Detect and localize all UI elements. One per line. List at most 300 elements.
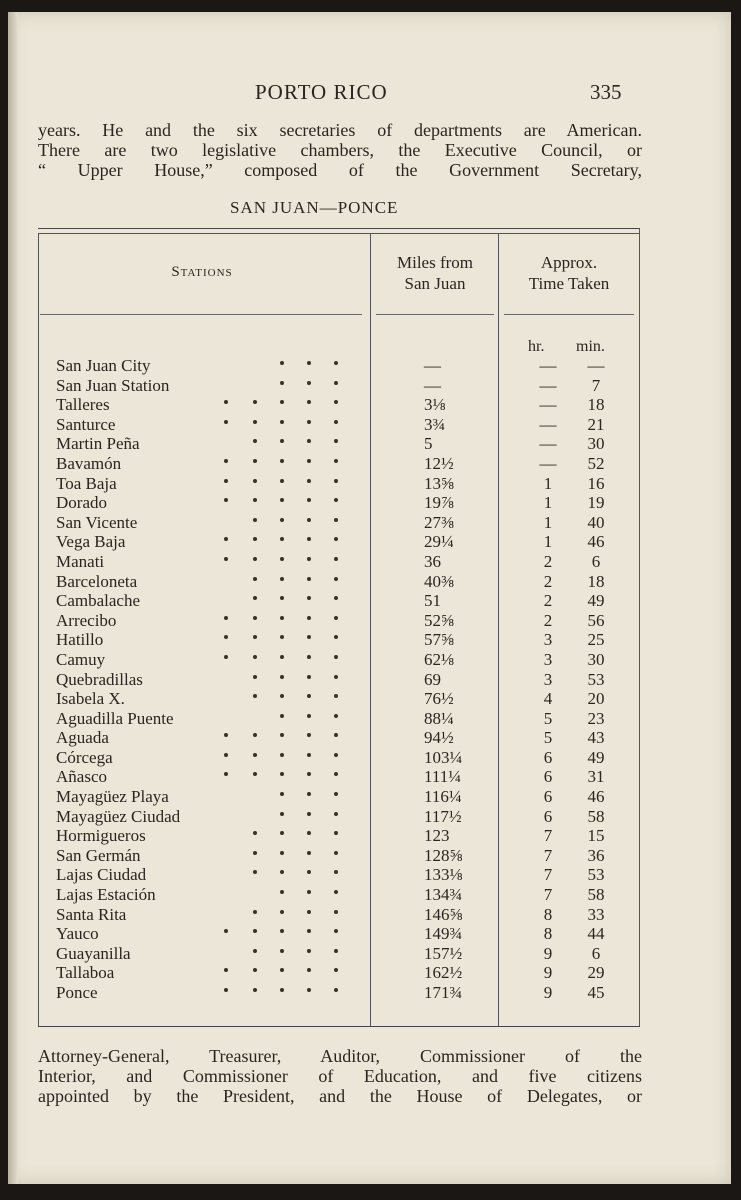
- miles-value: 40⅜: [424, 571, 454, 591]
- miles-value: 134¾: [424, 885, 463, 905]
- leader-dot: [253, 831, 257, 835]
- leader-dot: [280, 439, 284, 443]
- miles-value: 157½: [424, 943, 463, 963]
- minutes-value: 44: [587, 924, 605, 944]
- leader-dots: [226, 944, 358, 963]
- station-name: Arrecibo: [56, 610, 117, 630]
- miles-value: 162½: [424, 963, 463, 983]
- leader-dot: [224, 557, 228, 561]
- leader-dot: [224, 988, 228, 992]
- leader-dot: [253, 870, 257, 874]
- station-name: Lajas Ciudad: [56, 865, 147, 885]
- leader-dot: [334, 988, 338, 992]
- paragraph-line: Attorney-General, Treasurer, Auditor, Commissioner of the: [38, 1046, 642, 1066]
- station-name: Talleres: [56, 395, 110, 415]
- page-number: 335: [590, 80, 622, 104]
- leader-dot: [334, 518, 338, 522]
- leader-dot: [253, 675, 257, 679]
- leader-dot: [307, 988, 311, 992]
- hours-value: —: [539, 395, 557, 415]
- minutes-value: 36: [587, 845, 605, 865]
- hours-value: —: [539, 414, 557, 434]
- leader-dots: [226, 434, 358, 453]
- leader-dots: [226, 395, 358, 414]
- leader-dot: [253, 537, 257, 541]
- leader-dots: [226, 630, 358, 649]
- minutes-value: 18: [587, 395, 605, 415]
- leader-dot: [307, 772, 311, 776]
- miles-value: 57⅝: [424, 630, 454, 650]
- leader-dot: [307, 616, 311, 620]
- station-name: Barceloneta: [56, 571, 138, 591]
- leader-dots: [226, 846, 358, 865]
- miles-value: —: [424, 375, 441, 395]
- minutes-value: 29: [587, 963, 605, 983]
- minutes-value: 6: [591, 551, 601, 571]
- miles-value: 3⅛: [424, 395, 446, 415]
- leader-dot: [334, 890, 338, 894]
- leader-dot: [307, 420, 311, 424]
- page-gutter: [8, 12, 18, 1184]
- hours-value: 6: [543, 787, 553, 807]
- leader-dot: [253, 498, 257, 502]
- leader-dot: [253, 772, 257, 776]
- station-name: San Juan Station: [56, 375, 170, 395]
- table-row: [56, 630, 636, 650]
- hours-value: 2: [543, 571, 553, 591]
- leader-dot: [334, 851, 338, 855]
- hours-value: —: [539, 453, 557, 473]
- column-header-miles-line: San Juan: [404, 274, 466, 293]
- miles-value: 27⅜: [424, 512, 454, 532]
- leader-dot: [334, 831, 338, 835]
- hours-value: 6: [543, 806, 553, 826]
- leader-dot: [253, 655, 257, 659]
- hours-value: 4: [543, 689, 553, 709]
- leader-dot: [280, 635, 284, 639]
- table-top-rule-inner: [38, 233, 640, 234]
- running-title: PORTO RICO: [255, 80, 388, 104]
- hr-unit: hr.: [528, 338, 545, 355]
- leader-dot: [280, 537, 284, 541]
- minutes-value: 40: [587, 512, 605, 532]
- hours-value: 3: [543, 669, 553, 689]
- leader-dot: [253, 910, 257, 914]
- table-row: [56, 885, 636, 905]
- hours-value: 5: [543, 728, 553, 748]
- leader-dots: [226, 611, 358, 630]
- leader-dot: [280, 968, 284, 972]
- leader-dot: [307, 870, 311, 874]
- minutes-value: 30: [587, 649, 605, 669]
- minutes-value: 43: [587, 728, 605, 748]
- table-row: [56, 474, 636, 494]
- leader-dot: [280, 655, 284, 659]
- table-row: [56, 728, 636, 748]
- leader-dot: [307, 714, 311, 718]
- minutes-value: 18: [587, 571, 605, 591]
- leader-dot: [224, 929, 228, 933]
- leader-dot: [280, 518, 284, 522]
- miles-value: 29¼: [424, 532, 454, 552]
- station-name: Hormigueros: [56, 826, 146, 846]
- leader-dot: [307, 537, 311, 541]
- leader-dot: [307, 655, 311, 659]
- leader-dot: [334, 753, 338, 757]
- leader-dots: [226, 454, 358, 473]
- station-name: Dorado: [56, 493, 107, 513]
- leader-dot: [224, 479, 228, 483]
- table-row: [56, 709, 636, 729]
- miles-value: 13⅝: [424, 473, 454, 493]
- leader-dots: [226, 748, 358, 767]
- leader-dot: [280, 851, 284, 855]
- station-name: Camuy: [56, 649, 106, 669]
- hours-value: 1: [543, 493, 553, 513]
- leader-dot: [334, 635, 338, 639]
- leader-dot: [334, 577, 338, 581]
- minutes-value: 30: [587, 434, 605, 454]
- station-name: San Juan City: [56, 356, 151, 375]
- leader-dot: [280, 361, 284, 365]
- table-bottom-rule: [38, 1026, 640, 1027]
- leader-dot: [253, 929, 257, 933]
- header-rule: [504, 314, 634, 315]
- leader-dot: [307, 577, 311, 581]
- leader-dot: [334, 381, 338, 385]
- leader-dots: [226, 513, 358, 532]
- hours-value: 1: [543, 532, 553, 552]
- leader-dot: [334, 459, 338, 463]
- minutes-value: 31: [587, 767, 605, 787]
- table-body: [56, 356, 636, 1003]
- leader-dot: [224, 968, 228, 972]
- leader-dot: [253, 753, 257, 757]
- leader-dot: [224, 772, 228, 776]
- leader-dot: [334, 361, 338, 365]
- minutes-value: 16: [587, 473, 605, 493]
- leader-dots: [226, 689, 358, 708]
- leader-dot: [280, 596, 284, 600]
- leader-dot: [334, 439, 338, 443]
- minutes-value: 19: [587, 493, 605, 513]
- table-row: [56, 846, 636, 866]
- leader-dot: [334, 772, 338, 776]
- station-name: San Vicente: [56, 512, 138, 532]
- leader-dot: [253, 949, 257, 953]
- leader-dot: [307, 361, 311, 365]
- miles-value: 117½: [424, 806, 462, 826]
- leader-dot: [253, 400, 257, 404]
- leader-dot: [334, 792, 338, 796]
- leader-dot: [334, 596, 338, 600]
- miles-value: 88¼: [424, 708, 454, 728]
- leader-dot: [280, 577, 284, 581]
- table-row: [56, 650, 636, 670]
- miles-value: 69: [424, 669, 441, 689]
- top-paragraph: [38, 120, 642, 180]
- leader-dot: [307, 518, 311, 522]
- column-header-time-line: Approx.: [540, 253, 598, 272]
- leader-dots: [226, 963, 358, 982]
- leader-dots: [226, 376, 358, 395]
- miles-value: 51: [424, 591, 441, 611]
- table-left-border: [38, 233, 39, 1026]
- leader-dot: [334, 949, 338, 953]
- column-header-miles-line: Miles from: [396, 253, 474, 272]
- leader-dots: [226, 983, 358, 1002]
- miles-value: 76½: [424, 689, 454, 709]
- leader-dot: [280, 381, 284, 385]
- leader-dot: [334, 968, 338, 972]
- paragraph-line: appointed by the President, and the House of Delegates, or: [38, 1086, 642, 1106]
- leader-dot: [334, 870, 338, 874]
- table-top-rule: [38, 228, 640, 229]
- leader-dots: [226, 591, 358, 610]
- leader-dot: [280, 733, 284, 737]
- leader-dots: [226, 807, 358, 826]
- station-name: Mayagüez Ciudad: [56, 806, 181, 826]
- hours-value: 6: [543, 767, 553, 787]
- miles-value: 171¾: [424, 983, 463, 1002]
- table-row: [56, 434, 636, 454]
- leader-dot: [307, 557, 311, 561]
- station-name: Guayanilla: [56, 943, 131, 963]
- minutes-value: 53: [587, 865, 605, 885]
- leader-dot: [307, 596, 311, 600]
- leader-dot: [253, 596, 257, 600]
- leader-dots: [226, 728, 358, 747]
- hours-value: 2: [543, 551, 553, 571]
- table-row: [56, 807, 636, 827]
- minutes-value: 7: [591, 375, 601, 395]
- leader-dot: [280, 910, 284, 914]
- miles-value: 133⅛: [424, 865, 463, 885]
- miles-value: 128⅝: [424, 845, 463, 865]
- leader-dot: [253, 577, 257, 581]
- miles-value: 111¼: [424, 767, 461, 787]
- leader-dot: [224, 420, 228, 424]
- miles-value: 149¾: [424, 924, 463, 944]
- leader-dots: [226, 767, 358, 786]
- leader-dot: [280, 929, 284, 933]
- leader-dot: [307, 381, 311, 385]
- table-row: [56, 591, 636, 611]
- table-row: [56, 415, 636, 435]
- hours-value: 5: [543, 708, 553, 728]
- hours-value: 2: [543, 591, 553, 611]
- leader-dot: [280, 479, 284, 483]
- leader-dot: [224, 635, 228, 639]
- leader-dot: [280, 831, 284, 835]
- minutes-value: 53: [587, 669, 605, 689]
- leader-dot: [307, 753, 311, 757]
- leader-dots: [226, 572, 358, 591]
- leader-dot: [280, 498, 284, 502]
- station-name: Tallaboa: [56, 963, 115, 983]
- hours-value: —: [539, 434, 557, 454]
- leader-dot: [253, 968, 257, 972]
- leader-dot: [334, 655, 338, 659]
- leader-dot: [280, 988, 284, 992]
- minutes-value: 49: [587, 591, 605, 611]
- leader-dot: [307, 890, 311, 894]
- station-name: Martin Peña: [56, 434, 140, 454]
- leader-dot: [307, 733, 311, 737]
- minutes-value: 46: [587, 532, 605, 552]
- table-row: [56, 356, 636, 376]
- header-rule: [376, 314, 494, 315]
- hours-value: 7: [543, 885, 553, 905]
- hours-value: 9: [543, 943, 553, 963]
- leader-dot: [280, 675, 284, 679]
- miles-value: —: [424, 356, 441, 375]
- leader-dot: [307, 949, 311, 953]
- leader-dot: [334, 733, 338, 737]
- station-name: Añasco: [56, 767, 107, 787]
- leader-dot: [253, 459, 257, 463]
- station-name: Bavamón: [56, 453, 122, 473]
- minutes-value: 58: [587, 885, 605, 905]
- station-name: Yauco: [56, 924, 99, 944]
- leader-dot: [307, 400, 311, 404]
- table-row: [56, 454, 636, 474]
- miles-value: 116¼: [424, 787, 462, 807]
- leader-dot: [224, 753, 228, 757]
- table-row: [56, 865, 636, 885]
- leader-dots: [226, 532, 358, 551]
- minutes-value: 23: [587, 708, 605, 728]
- leader-dot: [280, 400, 284, 404]
- leader-dot: [253, 479, 257, 483]
- leader-dot: [307, 812, 311, 816]
- leader-dots: [226, 924, 358, 943]
- miles-value: 103¼: [424, 747, 463, 767]
- hours-value: 3: [543, 630, 553, 650]
- miles-value: 12½: [424, 453, 454, 473]
- hours-value: 1: [543, 473, 553, 493]
- leader-dot: [307, 910, 311, 914]
- running-header: [0, 80, 741, 110]
- station-name: Ponce: [56, 983, 98, 1002]
- station-name: Vega Baja: [56, 532, 126, 552]
- leader-dot: [307, 439, 311, 443]
- station-name: Cambalache: [56, 591, 141, 611]
- hours-value: 6: [543, 747, 553, 767]
- leader-dot: [253, 616, 257, 620]
- minutes-value: 33: [587, 904, 605, 924]
- leader-dot: [253, 851, 257, 855]
- table-row: [56, 552, 636, 572]
- miles-value: 146⅝: [424, 904, 463, 924]
- table-row: [56, 493, 636, 513]
- leader-dots: [226, 493, 358, 512]
- leader-dots: [226, 826, 358, 845]
- table-row: [56, 983, 636, 1003]
- leader-dot: [334, 910, 338, 914]
- paragraph-line: years. He and the six secretaries of departments are American.: [38, 120, 642, 140]
- leader-dot: [253, 635, 257, 639]
- leader-dot: [280, 772, 284, 776]
- leader-dot: [253, 439, 257, 443]
- miles-value: 19⅞: [424, 493, 454, 513]
- station-name: Lajas Estación: [56, 885, 156, 905]
- table-row: [56, 689, 636, 709]
- minutes-value: 58: [587, 806, 605, 826]
- hours-value: 9: [543, 963, 553, 983]
- station-name: Mayagüez Playa: [56, 787, 169, 807]
- leader-dot: [224, 616, 228, 620]
- table-row: [56, 767, 636, 787]
- leader-dot: [334, 812, 338, 816]
- table-caption: SAN JUAN—PONCE: [230, 198, 399, 217]
- leader-dot: [307, 479, 311, 483]
- hours-value: 1: [543, 512, 553, 532]
- leader-dot: [334, 675, 338, 679]
- leader-dot: [280, 420, 284, 424]
- leader-dot: [307, 694, 311, 698]
- table-row: [56, 963, 636, 983]
- table-row: [56, 748, 636, 768]
- leader-dots: [226, 474, 358, 493]
- leader-dot: [280, 459, 284, 463]
- leader-dot: [280, 792, 284, 796]
- minutes-value: 49: [587, 747, 605, 767]
- leader-dot: [334, 694, 338, 698]
- miles-value: 3¾: [424, 414, 446, 434]
- hours-value: 7: [543, 845, 553, 865]
- table-row: [56, 376, 636, 396]
- leader-dot: [224, 498, 228, 502]
- station-name: Isabela X.: [56, 689, 125, 709]
- leader-dot: [307, 831, 311, 835]
- leader-dot: [307, 792, 311, 796]
- column-header-miles: [372, 252, 498, 294]
- leader-dot: [334, 400, 338, 404]
- paragraph-line: “ Upper House,” composed of the Government Secretary,: [38, 160, 642, 180]
- leader-dots: [226, 650, 358, 669]
- leader-dot: [253, 988, 257, 992]
- hours-value: —: [539, 356, 557, 375]
- column-header-time: [500, 252, 638, 294]
- min-unit: min.: [576, 338, 605, 355]
- leader-dot: [253, 518, 257, 522]
- station-name: Santurce: [56, 414, 116, 434]
- station-name: San Germán: [56, 845, 141, 865]
- table-row: [56, 826, 636, 846]
- leader-dots: [226, 905, 358, 924]
- leader-dot: [253, 420, 257, 424]
- miles-value: 62⅛: [424, 649, 454, 669]
- leader-dot: [307, 929, 311, 933]
- miles-value: 52⅝: [424, 610, 454, 630]
- leader-dots: [226, 885, 358, 904]
- leader-dot: [253, 694, 257, 698]
- minutes-value: 46: [587, 787, 605, 807]
- header-rule: [40, 314, 362, 315]
- minutes-value: 56: [587, 610, 605, 630]
- hours-value: 3: [543, 649, 553, 669]
- minutes-value: 15: [587, 826, 605, 846]
- leader-dot: [224, 655, 228, 659]
- leader-dot: [334, 479, 338, 483]
- table-row: [56, 513, 636, 533]
- minutes-value: 52: [587, 453, 605, 473]
- leader-dot: [224, 400, 228, 404]
- station-name: Manati: [56, 551, 105, 571]
- leader-dot: [307, 851, 311, 855]
- minutes-value: 25: [587, 630, 605, 650]
